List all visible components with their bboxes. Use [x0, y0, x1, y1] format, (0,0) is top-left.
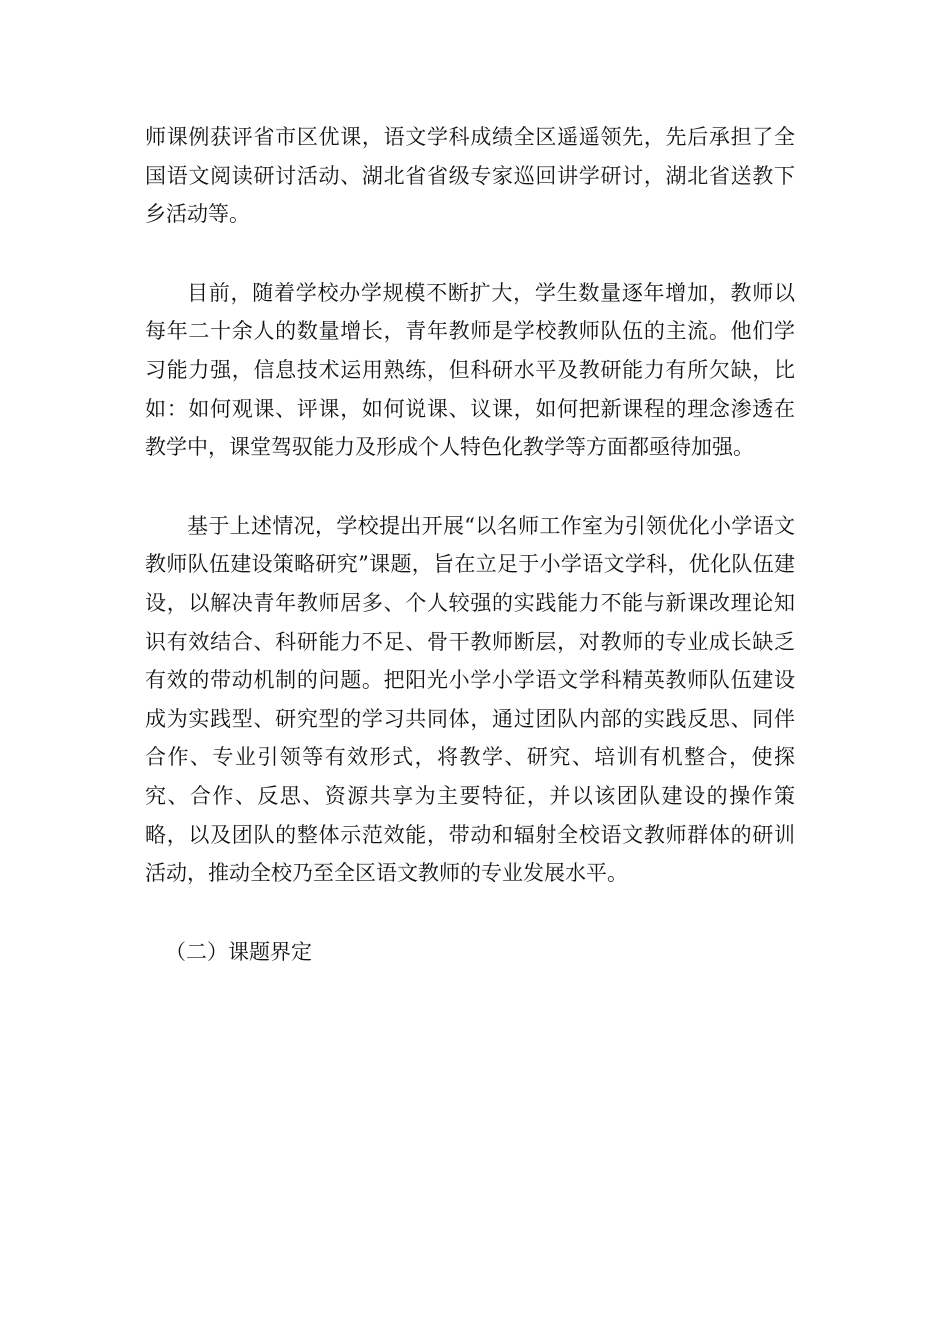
document-body — [145, 118, 795, 971]
paragraph-3: 基于上述情况，学校提出开展“以名师工作室为引领优化小学语文教师队伍建设策略研究”课题，旨在立足于小学语文学科，优化队伍建设，以解决青年教师居多、个人较强的实践能力不能与新课改理论知识有效结合、科研能力不足、骨干教师断层，对教师的专业成长缺乏有效的带动机制的问题。把阳光小学小学语文学科精英教师队伍建设成为实践型、研究型的学习共同体，通过团队内部的实践反思、同伴合作、专业引领等有效形式，将教学、研究、培训有机整合，使探究、合作、反思、资源共享为主要特征，并以该团队建设的操作策略，以及团队的整体示范效能，带动和辐射全校语文教师群体的研训活动，推动全校乃至全区语文教师的专业发展水平。 — [145, 513, 795, 886]
paragraph-2: 目前，随着学校办学规模不断扩大，学生数量逐年增加，教师以每年二十余人的数量增长，青年教师是学校教师队伍的主流。他们学习能力强，信息技术运用熟练，但科研水平及教研能力有所欠缺，比如：如何观课、评课，如何说课、议课，如何把新课程的理念渗透在教学中，课堂驾驭能力及形成个人特色化教学等方面都亟待加强。 — [145, 280, 795, 460]
paragraph-1: 师课例获评省市区优课，语文学科成绩全区遥遥领先，先后承担了全国语文阅读研讨活动、湖北省省级专家巡回讲学研讨，湖北省送教下乡活动等。 — [145, 125, 795, 227]
section-heading: （二）课题界定 — [165, 939, 312, 964]
